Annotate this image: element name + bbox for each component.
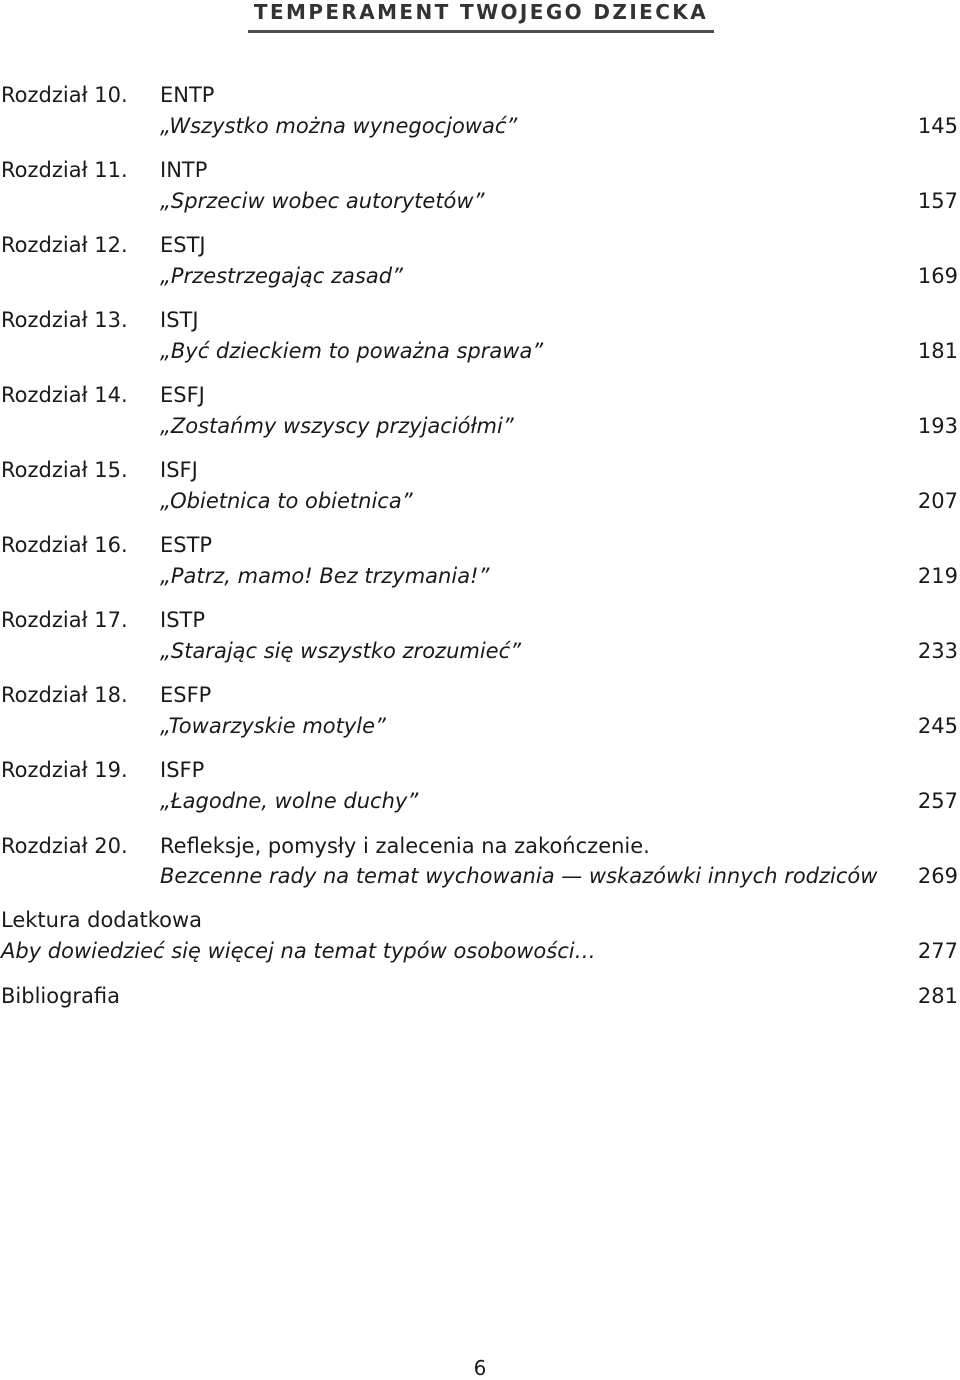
chapter-page-number: 157: [917, 189, 958, 213]
further-reading-title: Lektura dodatkowa: [1, 908, 203, 932]
chapter-page-number: 193: [917, 414, 958, 438]
chapter-type: ESFP: [160, 683, 212, 707]
chapter-label: Rozdział 16.: [1, 533, 128, 557]
chapter-label: Rozdział 12.: [1, 233, 128, 257]
chapter-type: ISFP: [160, 758, 205, 782]
chapter-type: ENTP: [160, 83, 215, 107]
chapter-subtitle: „Zostańmy wszyscy przyjaciółmi”: [160, 414, 514, 438]
chapter-page-number: 257: [917, 789, 958, 813]
chapter-page-number: 245: [917, 714, 958, 738]
chapter-label: Rozdział 11.: [1, 158, 128, 182]
chapter-type: ISFJ: [160, 458, 198, 482]
chapter-page-number: 233: [917, 639, 958, 663]
chapter-title: Refleksje, pomysły i zalecenia na zakończenie.: [160, 834, 650, 858]
chapter-type: ESTP: [160, 533, 213, 557]
bibliography-title: Bibliografia: [1, 984, 121, 1008]
chapter-type: ISTP: [160, 608, 206, 632]
chapter-subtitle: „Towarzyskie motyle”: [160, 714, 386, 738]
chapter-subtitle: „Sprzeciw wobec autorytetów”: [160, 189, 485, 213]
chapter-subtitle: „Obietnica to obietnica”: [160, 489, 413, 513]
chapter-page-number: 145: [917, 114, 958, 138]
chapter-label: Rozdział 18.: [1, 683, 128, 707]
chapter-label: Rozdział 14.: [1, 383, 128, 407]
chapter-type: ISTJ: [160, 308, 199, 332]
chapter-page-number: 269: [917, 864, 958, 888]
chapter-page-number: 207: [917, 489, 958, 513]
chapter-subtitle: „Być dzieckiem to poważna sprawa”: [160, 339, 544, 363]
further-reading-subtitle: Aby dowiedzieć się więcej na temat typów osobowości…: [1, 939, 596, 963]
chapter-subtitle: „Starając się wszystko zrozumieć”: [160, 639, 522, 663]
chapter-subtitle: „Patrz, mamo! Bez trzymania!”: [160, 564, 490, 588]
chapter-label: Rozdział 19.: [1, 758, 128, 782]
chapter-label: Rozdział 17.: [1, 608, 128, 632]
running-head-text: TEMPERAMENT TWOJEGO DZIECKA: [253, 0, 709, 24]
further-reading-page-number: 277: [917, 939, 958, 963]
chapter-subtitle: „Łagodne, wolne duchy”: [160, 789, 419, 813]
page-folio: 6: [473, 1356, 487, 1380]
chapter-label: Rozdział 13.: [1, 308, 128, 332]
chapter-page-number: 169: [917, 264, 958, 288]
chapter-label: Rozdział 15.: [1, 458, 128, 482]
running-head: [248, 0, 714, 33]
chapter-label: Rozdział 20.: [1, 834, 128, 858]
chapter-subtitle: Bezcenne rady na temat wychowania — wskazówki innych rodziców: [160, 864, 878, 888]
chapter-type: ESTJ: [160, 233, 206, 257]
chapter-page-number: 219: [917, 564, 958, 588]
chapter-subtitle: „Wszystko można wynegocjować”: [160, 114, 518, 138]
chapter-type: ESFJ: [160, 383, 205, 407]
bibliography-page-number: 281: [917, 984, 958, 1008]
chapter-page-number: 181: [917, 339, 958, 363]
chapter-subtitle: „Przestrzegając zasad”: [160, 264, 403, 288]
chapter-type: INTP: [160, 158, 208, 182]
chapter-label: Rozdział 10.: [1, 83, 128, 107]
